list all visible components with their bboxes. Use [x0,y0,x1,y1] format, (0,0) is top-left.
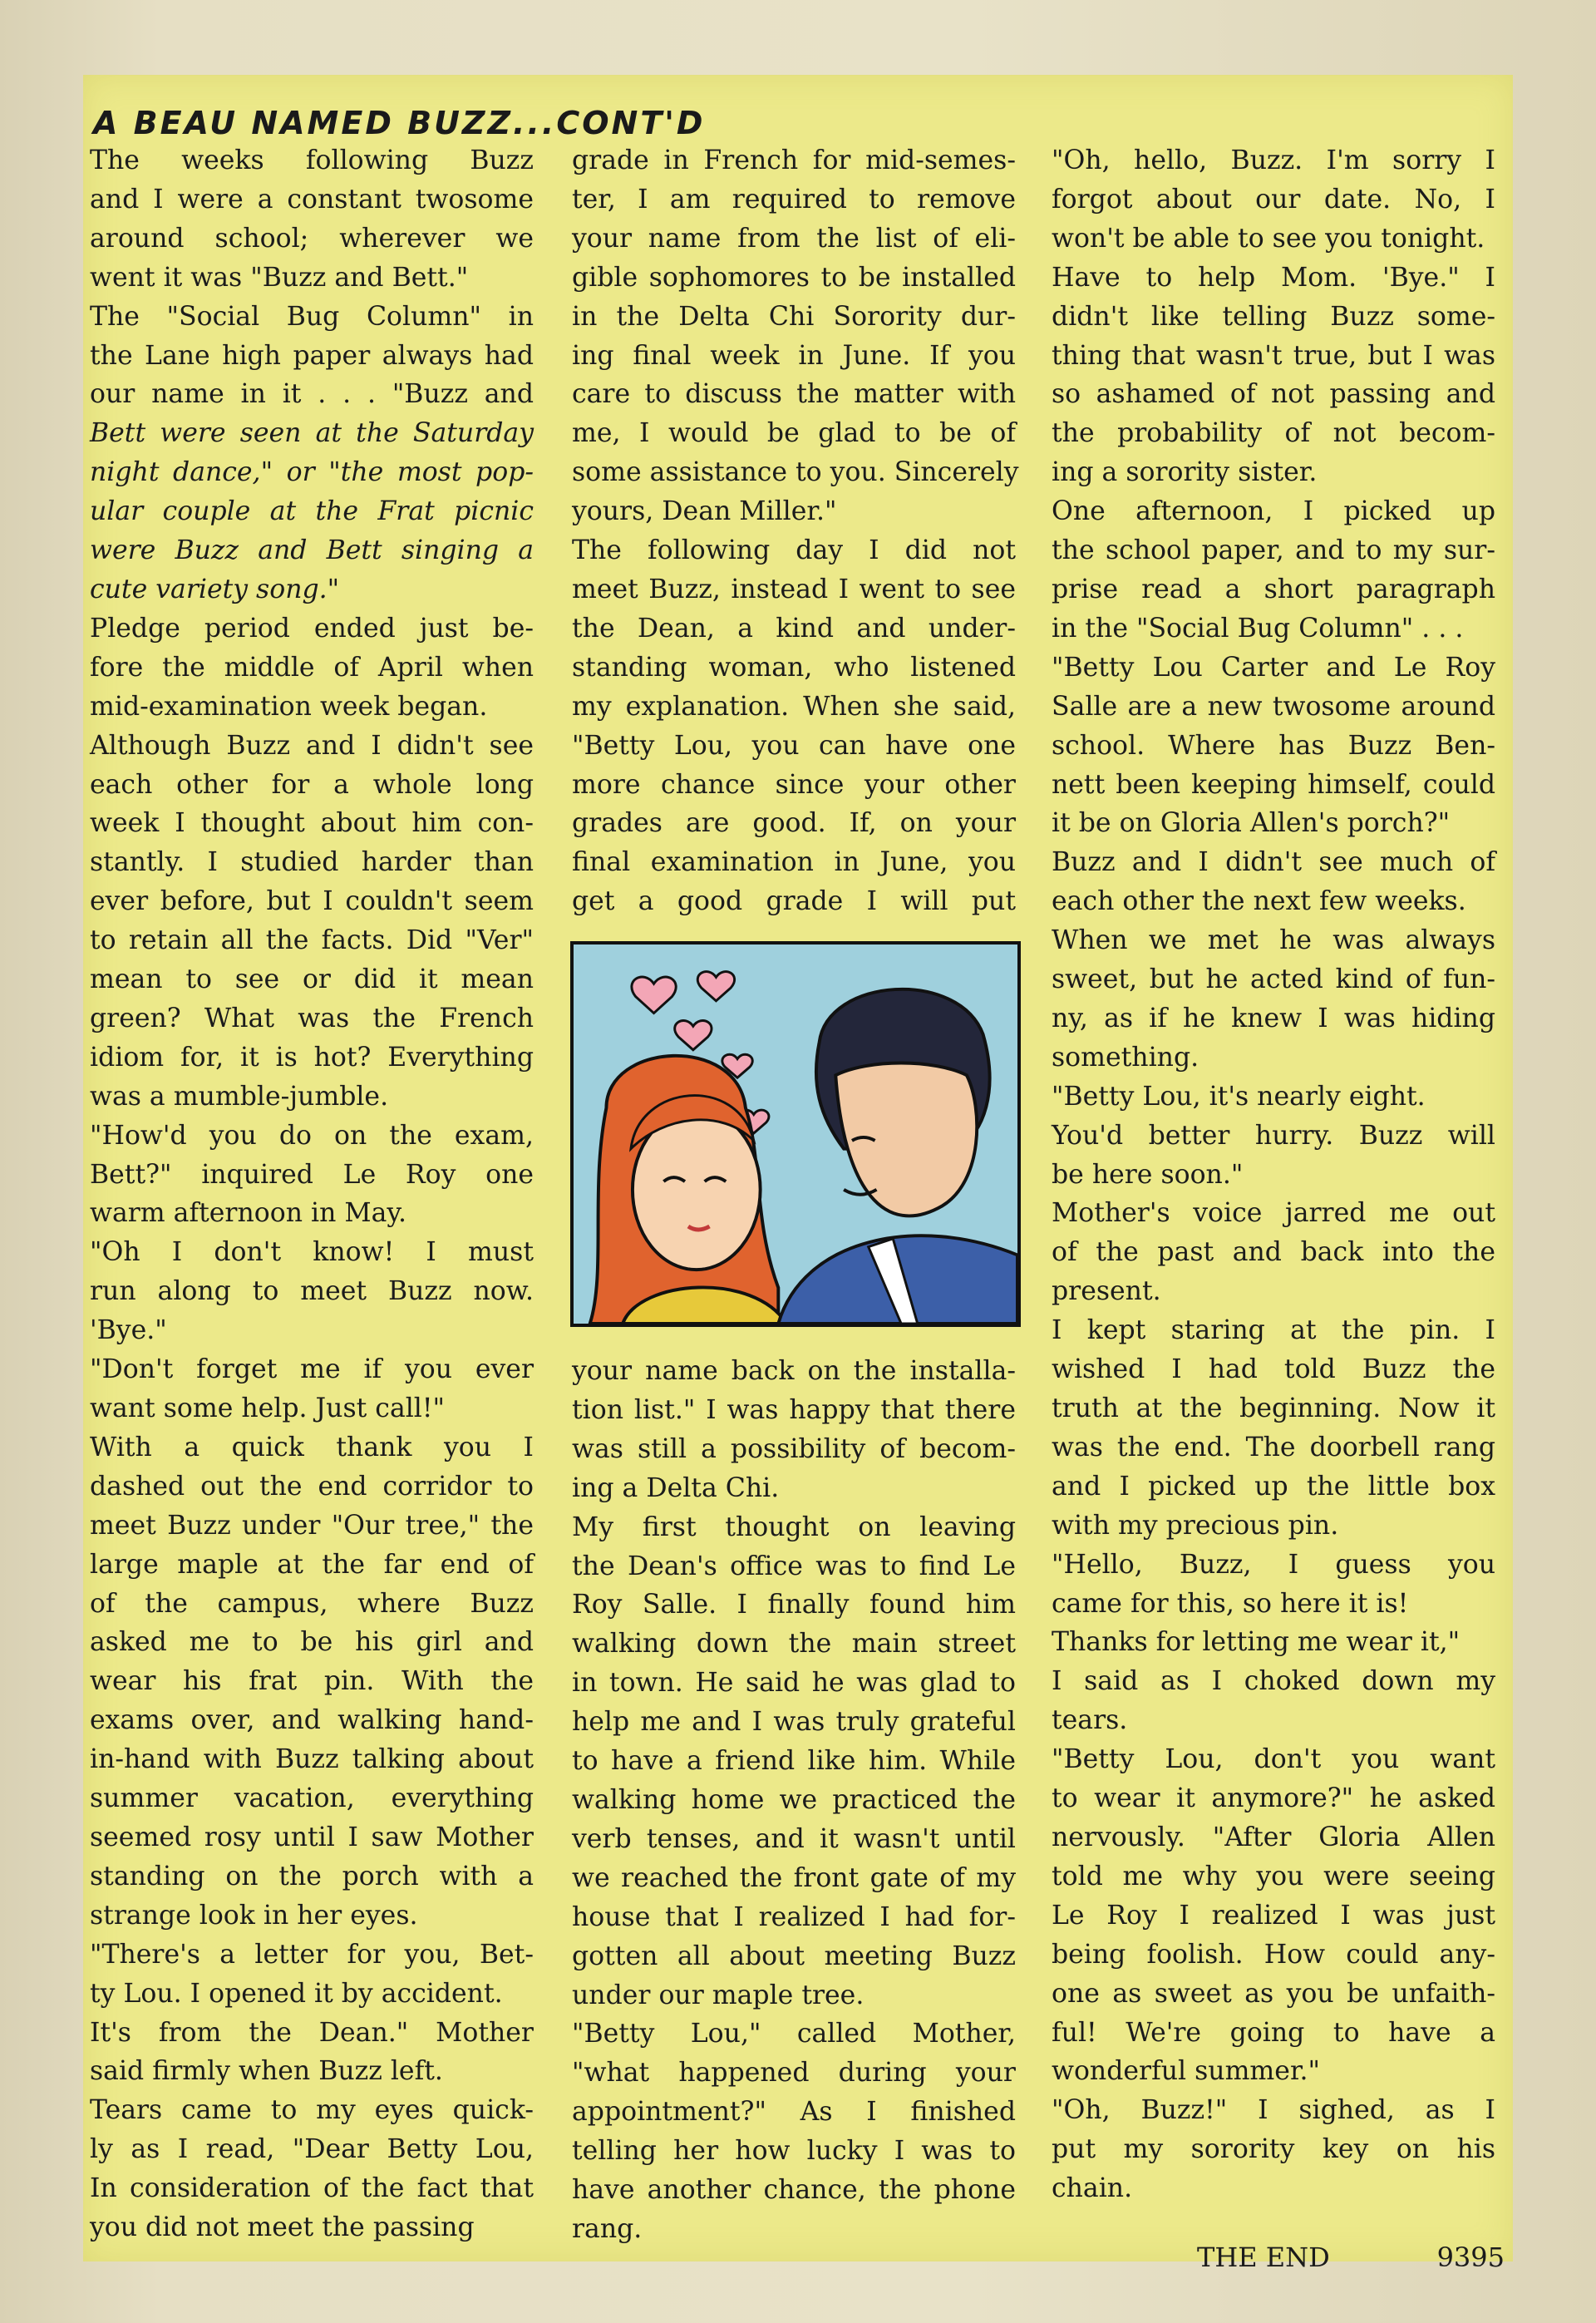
text-line: You'd better hurry. Buzz will [1052,1120,1495,1151]
text-line: each other for a whole long [90,769,534,800]
text-line: tion list." I was happy that there [572,1394,1016,1425]
text-line: Buzz and I didn't see much of [1052,847,1495,878]
text-line: truth at the beginning. Now it [1052,1393,1495,1423]
text-line: the school paper, and to my sur- [1052,535,1495,566]
text-line: get a good grade I will put [572,886,1016,917]
text-line: I said as I choked down my [1052,1666,1495,1697]
text-line: of the campus, where Buzz [90,1588,534,1619]
text-line: the Lane high paper always had [90,340,534,371]
text-column-3 [1052,141,1495,2208]
text-line: verb tenses, and it wasn't until [572,1823,1016,1854]
text-line: your name back on the installa- [572,1356,1016,1386]
text-line: ing a sorority sister. [1052,457,1318,488]
page-footer [1197,2242,1505,2275]
text-line: ter, I am required to remove [572,184,1016,215]
text-line: large maple at the far end of [90,1549,534,1580]
text-line: With a quick thank you I [90,1432,534,1462]
text-line: were Buzz and Bett singing a [90,535,534,566]
text-line: wear his frat pin. With the [90,1666,534,1697]
text-line: The weeks following Buzz [90,145,534,175]
text-line: meet Buzz under "Our tree," the [90,1510,534,1541]
text-line: was the end. The doorbell rang [1052,1432,1495,1462]
text-line: being foolish. How could any- [1052,1939,1495,1970]
text-line: Le Roy I realized I was just [1052,1900,1495,1931]
text-line: green? What was the French [90,1003,534,1033]
text-line: ing final week in June. If you [572,340,1016,371]
text-line: "what happened during your [572,2058,1016,2089]
text-line: When we met he was always [1052,925,1495,956]
text-line: "Betty Lou, it's nearly eight. [1052,1081,1426,1112]
text-line: The "Social Bug Column" in [90,301,534,332]
text-line: strange look in her eyes. [90,1900,418,1931]
text-line: yours, Dean Miller." [572,496,837,527]
text-line: school. Where has Buzz Ben- [1052,730,1495,761]
text-line: "Oh, hello, Buzz. I'm sorry I [1052,145,1495,175]
text-line: it be on Gloria Allen's porch?" [1052,808,1451,839]
text-line: standing woman, who listened [572,652,1016,683]
text-line: present. [1052,1276,1161,1307]
text-line: the Dean's office was to find Le [572,1551,1016,1581]
text-line: care to discuss the matter with [572,379,1016,410]
text-line: warm afternoon in May. [90,1198,407,1229]
text-line: final examination in June, you [572,847,1016,878]
text-line: was still a possibility of becom- [572,1433,1016,1464]
text-line: chain. [1052,2173,1133,2204]
text-line: one as sweet as you be unfaith- [1052,1978,1495,2009]
text-line: "Hello, Buzz, I guess you [1052,1549,1495,1580]
text-line: exams over, and walking hand- [90,1705,534,1736]
text-line: mid-examination week began. [90,691,488,722]
text-line: prise read a short paragraph [1052,574,1495,604]
text-line: In consideration of the fact that [90,2173,534,2204]
text-line: "How'd you do on the exam, [90,1120,534,1151]
text-line: "Oh, Buzz!" I sighed, as I [1052,2095,1495,2126]
text-line: walking down the main street [572,1629,1016,1660]
text-column-2-continued [572,1352,1016,2249]
text-line: stantly. I studied harder than [90,847,534,878]
text-line: "Don't forget me if you ever [90,1354,534,1385]
text-line: cute variety song." [90,574,340,604]
text-line: in town. He said he was glad to [572,1668,1016,1699]
text-line: won't be able to see you tonight. [1052,223,1485,254]
text-line: of the past and back into the [1052,1237,1495,1268]
text-line: "Betty Lou," called Mother, [572,2019,1016,2049]
text-line: in-hand with Buzz talking about [90,1744,534,1775]
text-line: run along to meet Buzz now. [90,1276,534,1307]
text-line: sweet, but he acted kind of fun- [1052,964,1495,995]
text-line: told me why you were seeing [1052,1861,1495,1891]
text-line: ing a Delta Chi. [572,1472,780,1503]
text-line: help me and I was truly grateful [572,1707,1016,1738]
text-line: 'Bye." [90,1315,167,1346]
text-line: said firmly when Buzz left. [90,2056,443,2087]
text-line: gotten all about meeting Buzz [572,1941,1016,1971]
text-line: Bett were seen at the Saturday [90,418,534,449]
text-line: want some help. Just call!" [90,1393,446,1423]
text-line: ular couple at the Frat picnic [90,496,534,527]
text-line: Tears came to my eyes quick- [90,2095,534,2126]
couple-illustration [570,941,1021,1327]
text-line: Although Buzz and I didn't see [90,730,534,761]
text-line: we reached the front gate of my [572,1862,1016,1893]
text-line: and I were a constant twosome [90,184,534,215]
text-line: more chance since your other [572,769,1016,800]
text-line: idiom for, it is hot? Everything [90,1042,534,1073]
text-line: appointment?" As I finished [572,2097,1016,2128]
text-line: Have to help Mom. 'Bye." I [1052,262,1495,293]
text-column-1 [90,141,534,2247]
text-line: ever before, but I couldn't seem [90,886,534,917]
text-line: standing on the porch with a [90,1861,534,1891]
text-line: My first thought on leaving [572,1512,1016,1542]
text-line: in the "Social Bug Column" . . . [1052,613,1464,644]
the-end-label: THE END [1197,2242,1330,2273]
text-line: with my precious pin. [1052,1510,1339,1541]
text-line: Salle are a new twosome around [1052,691,1495,722]
text-line: night dance," or "the most pop- [90,457,534,488]
text-line: came for this, so here it is! [1052,1588,1409,1619]
text-line: summer vacation, everything [90,1783,534,1814]
text-line: telling her how lucky I was to [572,2136,1016,2167]
text-line: thing that wasn't true, but I was [1052,340,1495,371]
text-line: have another chance, the phone [572,2175,1016,2206]
text-line: I kept staring at the pin. I [1052,1315,1495,1346]
text-line: One afternoon, I picked up [1052,496,1495,527]
text-line: was a mumble-jumble. [90,1081,389,1112]
text-line: mean to see or did it mean [90,964,534,995]
text-line: asked me to be his girl and [90,1627,534,1658]
text-line: went it was "Buzz and Bett." [90,262,469,293]
text-line: didn't like telling Buzz some- [1052,301,1495,332]
text-line: around school; wherever we [90,223,534,254]
text-line: fore the middle of April when [90,652,534,683]
text-line: walking home we practiced the [572,1784,1016,1815]
text-line: dashed out the end corridor to [90,1471,534,1502]
text-line: Mother's voice jarred me out [1052,1198,1495,1229]
text-line: nervously. "After Gloria Allen [1052,1822,1495,1852]
text-line: your name from the list of eli- [572,223,1016,254]
text-line: Bett?" inquired Le Roy one [90,1159,534,1190]
text-line: grade in French for mid-semes- [572,145,1016,175]
text-line: nett been keeping himself, could [1052,769,1495,800]
text-line: rang. [572,2213,643,2244]
text-line: ty Lou. I opened it by accident. [90,1978,503,2009]
text-line: wonderful summer." [1052,2056,1321,2087]
text-line: ful! We're going to have a [1052,2017,1495,2048]
text-line: "Oh I don't know! I must [90,1237,534,1268]
text-line: in the Delta Chi Sorority dur- [572,301,1016,332]
text-line: The following day I did not [572,535,1016,566]
text-line: to wear it anymore?" he asked [1052,1783,1495,1814]
text-line: each other the next few weeks. [1052,886,1466,917]
text-line: so ashamed of not passing and [1052,379,1495,410]
text-line: "There's a letter for you, Bet- [90,1939,534,1970]
text-line: you did not meet the passing [90,2212,475,2243]
text-line: and I picked up the little box [1052,1471,1495,1502]
text-line: tears. [1052,1705,1128,1736]
text-line: It's from the Dean." Mother [90,2017,534,2048]
text-line: the Dean, a kind and under- [572,613,1016,644]
text-line: Thanks for letting me wear it," [1052,1627,1461,1658]
text-line: the probability of not becom- [1052,418,1495,449]
text-line: something. [1052,1042,1199,1073]
text-line: house that I realized I had for- [572,1901,1016,1932]
text-line: meet Buzz, instead I went to see [572,574,1016,604]
text-line: "Betty Lou Carter and Le Roy [1052,652,1495,683]
text-line: forgot about our date. No, I [1052,184,1495,215]
text-line: ly as I read, "Dear Betty Lou, [90,2134,534,2165]
text-line: put my sorority key on his [1052,2134,1495,2165]
text-line: my explanation. When she said, [572,691,1016,722]
text-line: "Betty Lou, don't you want [1052,1744,1495,1775]
text-line: be here soon." [1052,1159,1244,1190]
text-line: wished I had told Buzz the [1052,1354,1495,1385]
text-line: Roy Salle. I finally found him [572,1590,1016,1620]
story-title: A BEAU NAMED BUZZ...CONT'D [93,105,706,141]
text-line: some assistance to you. Sincerely [572,457,1019,488]
text-column-2 [572,141,1019,921]
text-line: to retain all the facts. Did "Ver" [90,925,534,956]
text-line: seemed rosy until I saw Mother [90,1822,534,1852]
text-line: to have a friend like him. While [572,1746,1016,1777]
text-line: our name in it . . . "Buzz and [90,379,534,410]
text-line: under our maple tree. [572,1980,864,2010]
text-line: week I thought about him con- [90,808,534,839]
text-line: ny, as if he knew I was hiding [1052,1003,1495,1033]
text-line: me, I would be glad to be of [572,418,1016,449]
text-line: Pledge period ended just be- [90,613,534,644]
text-line: grades are good. If, on your [572,808,1016,839]
text-line: gible sophomores to be installed [572,262,1016,293]
text-line: "Betty Lou, you can have one [572,730,1016,761]
page-code: 9395 [1436,2242,1505,2273]
